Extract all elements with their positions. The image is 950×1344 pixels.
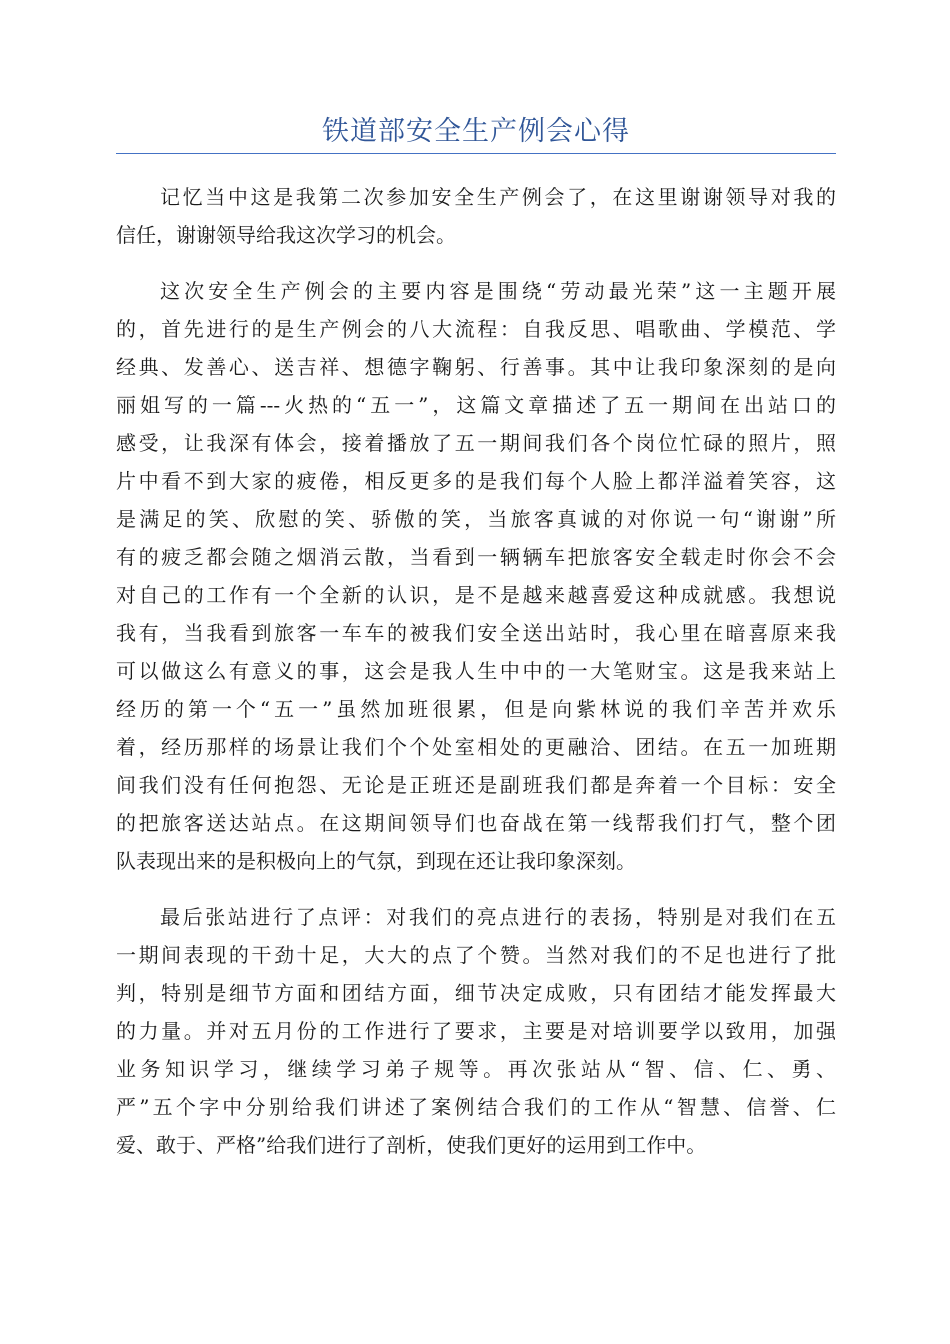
- text-line: 是满足的笑、欣慰的笑、骄傲的笑，当旅客真诚的对你说一句“谢谢”所: [116, 507, 836, 531]
- document-page: [116, 112, 836, 1182]
- text-line: 丽姐写的一篇---火热的“五一”，这篇文章描述了五一期间在出站口的: [116, 393, 836, 417]
- text-line: 这次安全生产例会的主要内容是围绕“劳动最光荣”这一主题开展: [160, 279, 836, 303]
- text-line: 有的疲乏都会随之烟消云散，当看到一辆辆车把旅客安全载走时你会不会: [116, 545, 836, 569]
- text-line: 的把旅客送达站点。在这期间领导们也奋战在第一线帮我们打气，整个团: [116, 811, 836, 835]
- document-title: 铁道部安全生产例会心得: [116, 112, 836, 154]
- text-line: 的力量。并对五月份的工作进行了要求，主要是对培训要学以致用，加强: [116, 1019, 836, 1043]
- text-line: 最后张站进行了点评：对我们的亮点进行的表扬，特别是对我们在五: [160, 905, 836, 929]
- text-line: 判，特别是细节方面和团结方面，细节决定成败，只有团结才能发挥最大: [116, 981, 836, 1005]
- text-line: 经典、发善心、送吉祥、想德字鞠躬、行善事。其中让我印象深刻的是向: [116, 355, 836, 379]
- text-line: 队表现出来的是积极向上的气氛，到现在还让我印象深刻。: [116, 849, 636, 873]
- text-line: 的，首先进行的是生产例会的八大流程：自我反思、唱歌曲、学模范、学: [116, 317, 836, 341]
- text-line: 片中看不到大家的疲倦，相反更多的是我们每个人脸上都洋溢着笑容，这: [116, 469, 836, 493]
- text-line: 一期间表现的干劲十足，大大的点了个赞。当然对我们的不足也进行了批: [116, 943, 836, 967]
- paragraph-2: [116, 272, 836, 880]
- text-line: 感受，让我深有体会，接着播放了五一期间我们各个岗位忙碌的照片，照: [116, 431, 836, 455]
- text-line: 严”五个字中分别给我们讲述了案例结合我们的工作从“智慧、信誉、仁: [116, 1095, 836, 1119]
- text-line: 着，经历那样的场景让我们个个处室相处的更融洽、团结。在五一加班期: [116, 735, 836, 759]
- text-line: 我有，当我看到旅客一车车的被我们安全送出站时，我心里在暗喜原来我: [116, 621, 836, 645]
- document-body: [116, 178, 836, 1164]
- text-line: 爱、敢于、严格”给我们进行了剖析，使我们更好的运用到工作中。: [116, 1133, 707, 1157]
- paragraph-1: [116, 178, 836, 254]
- text-line: 可以做这么有意义的事，这会是我人生中中的一大笔财宝。这是我来站上: [116, 659, 836, 683]
- text-line: 间我们没有任何抱怨、无论是正班还是副班我们都是奔着一个目标：安全: [116, 773, 836, 797]
- text-line: 经历的第一个“五一”虽然加班很累，但是向紫林说的我们辛苦并欢乐: [116, 697, 836, 721]
- paragraph-3: [116, 898, 836, 1164]
- text-line: 对自己的工作有一个全新的认识，是不是越来越喜爱这种成就感。我想说: [116, 583, 836, 607]
- text-line: 信任，谢谢领导给我这次学习的机会。: [116, 223, 456, 247]
- text-line: 业务知识学习，继续学习弟子规等。再次张站从“智、信、仁、勇、: [116, 1057, 836, 1081]
- text-line: 记忆当中这是我第二次参加安全生产例会了，在这里谢谢领导对我的: [160, 185, 836, 209]
